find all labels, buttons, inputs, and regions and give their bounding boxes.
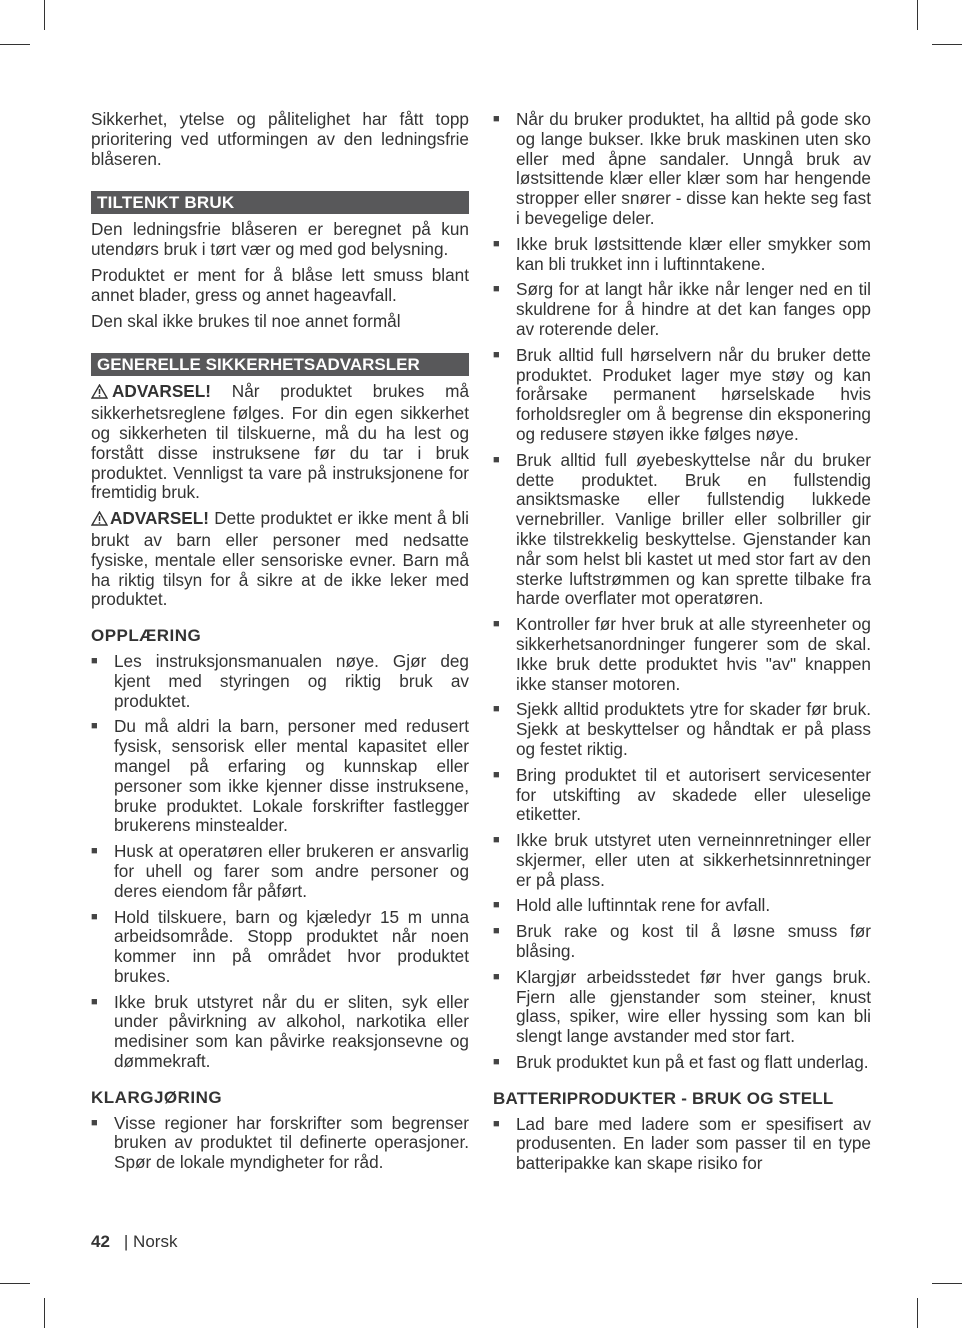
safety-list [493, 110, 871, 1073]
crop-mark [0, 1283, 30, 1284]
warning-text: Dette produktet er ikke ment å bli brukt av barn eller personer med nedsatte fysiske, mentale eller sensoriske evner. Barn må ha riktig tilsyn for å sikre at de ikke leker med produktet. [91, 508, 469, 610]
warning-label: ADVARSEL! [112, 381, 211, 402]
list-item: ■ Hold tilskuere, barn og kjæledyr 15 m unna arbeidsområde. Stopp produktet når noen kommer inn på området hvor produktet brukes. [91, 908, 469, 987]
page-number: 42 [91, 1232, 110, 1251]
battery-list [493, 1115, 871, 1174]
section-banner-general-safety: GENERELLE SIKKERHETSADVARSLER [91, 353, 469, 376]
crop-mark [0, 44, 30, 45]
list-item: ■ Ikke bruk løstsittende klær eller smykker som kan bli trukket inn i luftinntakene. [493, 235, 871, 275]
list-item: ■ Når du bruker produktet, ha alltid på gode sko og lange bukser. Ikke bruk maskinen uten sko eller med åpne sandaler. Unngå bruk av løstsittende klær eller klær som har hengende stropper eller snører - disse kan hekte seg fast i bevegelige deler. [493, 110, 871, 229]
list-item: ■ Bruk rake og kost til å løsne smuss før blåsing. [493, 922, 871, 962]
list-item: ■ Kontroller før hver bruk at alle styreenheter og sikkerhetsanordninger fungerer som de skal. Ikke bruk dette produktet hvis "av" knappen ikke stanser motoren. [493, 615, 871, 694]
list-item: ■ Bruk alltid full øyebeskyttelse når du bruker dette produktet. Bruk en fullstendig ansiktsmaske eller fullstendig lukkede vernebriller. Vanlige briller eller solbriller gir ikke tilstrekkelig beskyttelse. Gjenstander kan når som helst bli kastet ut med stor fart av den sterke luftstrømmen og kan sprette tilbake fra harde overflater mot operatøren. [493, 451, 871, 609]
warning-paragraph [91, 509, 469, 610]
page-footer [91, 1232, 177, 1252]
crop-mark [932, 1283, 962, 1284]
list-item: ■ Sørg for at langt hår ikke når lenger ned en til skuldrene for å hindre at det kan fanges opp av roterende deler. [493, 280, 871, 339]
list-item: ■ Sjekk alltid produktets ytre for skader før bruk. Sjekk at beskyttelser og håndtak er på plass og festet riktig. [493, 700, 871, 759]
list-item: ■ Husk at operatøren eller brukeren er ansvarlig for uhell og farer som andre personer og deres eiendom får påført. [91, 842, 469, 901]
warning-triangle-icon [91, 384, 108, 404]
list-item: ■ Bring produktet til et autorisert servicesenter for utskifting av skadede eller uleselige etiketter. [493, 766, 871, 825]
heading-preparation: KLARGJØRING [91, 1087, 223, 1107]
heading-battery: BATTERIPRODUKTER - BRUK OG STELL [493, 1088, 834, 1108]
list-item: ■ Du må aldri la barn, personer med redusert fysisk, sensorisk eller mental kapasitet eller mangel på erfaring og kunnskap eller personer som ikke kjenner disse instruksene, bruke produktet. Lokale forskrifter fastlegger brukerens minstealder. [91, 717, 469, 836]
intended-use-paragraph: Produktet er ment for å blåse lett smuss blant annet blader, gress og annet hageavfall. [91, 264, 469, 305]
intended-use-paragraph: Den ledningsfrie blåseren er beregnet på kun utendørs bruk i tørt vær og med god belysning. [91, 219, 469, 260]
footer-language: | Norsk [123, 1232, 178, 1251]
crop-mark [44, 1298, 45, 1328]
warning-label: ADVARSEL! [110, 508, 209, 529]
list-item: ■ Ikke bruk utstyret uten verneinnretninger eller skjermer, eller uten at sikkerhetsinnretninger er på plass. [493, 831, 871, 890]
list-item: ■ Visse regioner har forskrifter som begrenser bruken av produktet til definerte operasjoner. Spør de lokale myndigheter for råd. [91, 1114, 469, 1173]
list-item: ■ Klargjør arbeidsstedet før hver gangs bruk. Fjern alle gjenstander som steiner, knust glass, spiker, wire eller hyssing som kan bli slengt lange avstander med stor fart. [493, 968, 871, 1047]
preparation-list [91, 1114, 469, 1173]
crop-mark [932, 44, 962, 45]
warning-paragraph [91, 382, 469, 503]
list-item: ■ Les instruksjonsmanualen nøye. Gjør deg kjent med styringen og riktig bruk av produktet. [91, 652, 469, 711]
heading-training: OPPLÆRING [91, 626, 202, 646]
training-list [91, 652, 469, 1072]
warning-text: Når produktet brukes må sikkerhetsreglene følges. For din egen sikkerhet og sikkerheten til tilskuerne, må du ha lest og forstått disse instruksene før du tar i bruk produktet. Vennligst ta vare på instruksjonene for fremtidig bruk. [91, 381, 469, 503]
list-item: ■ Bruk produktet kun på et fast og flatt underlag. [493, 1053, 871, 1073]
intro-paragraph: Sikkerhet, ytelse og pålitelighet har fått topp prioritering ved utformingen av den ledningsfrie blåseren. [91, 109, 469, 169]
list-item: ■ Lad bare med ladere som er spesifisert av produsenten. En lader som passer til en type batteripakke kan skape risiko for [493, 1115, 871, 1174]
list-item: ■ Bruk alltid full hørselvern når du bruker dette produktet. Produket lager mye støy og kan forårsake permanent hørselskade hvis forholdsregler om å begrense din eksponering og redusere støyen ikke følges nøye. [493, 346, 871, 445]
left-column [91, 110, 469, 1179]
crop-mark [917, 0, 918, 30]
crop-mark [917, 1298, 918, 1328]
right-column [493, 110, 871, 1180]
list-item: ■ Ikke bruk utstyret når du er sliten, syk eller under påvirkning av alkohol, narkotika eller medisiner som kan påvirke reaksjonsevne og dømmekraft. [91, 993, 469, 1072]
section-banner-intended-use: TILTENKT BRUK [91, 191, 469, 214]
intended-use-paragraph: Den skal ikke brukes til noe annet formål [91, 310, 401, 331]
warning-triangle-icon [91, 511, 108, 531]
list-item: ■ Hold alle luftinntak rene for avfall. [493, 896, 871, 916]
crop-mark [44, 0, 45, 30]
